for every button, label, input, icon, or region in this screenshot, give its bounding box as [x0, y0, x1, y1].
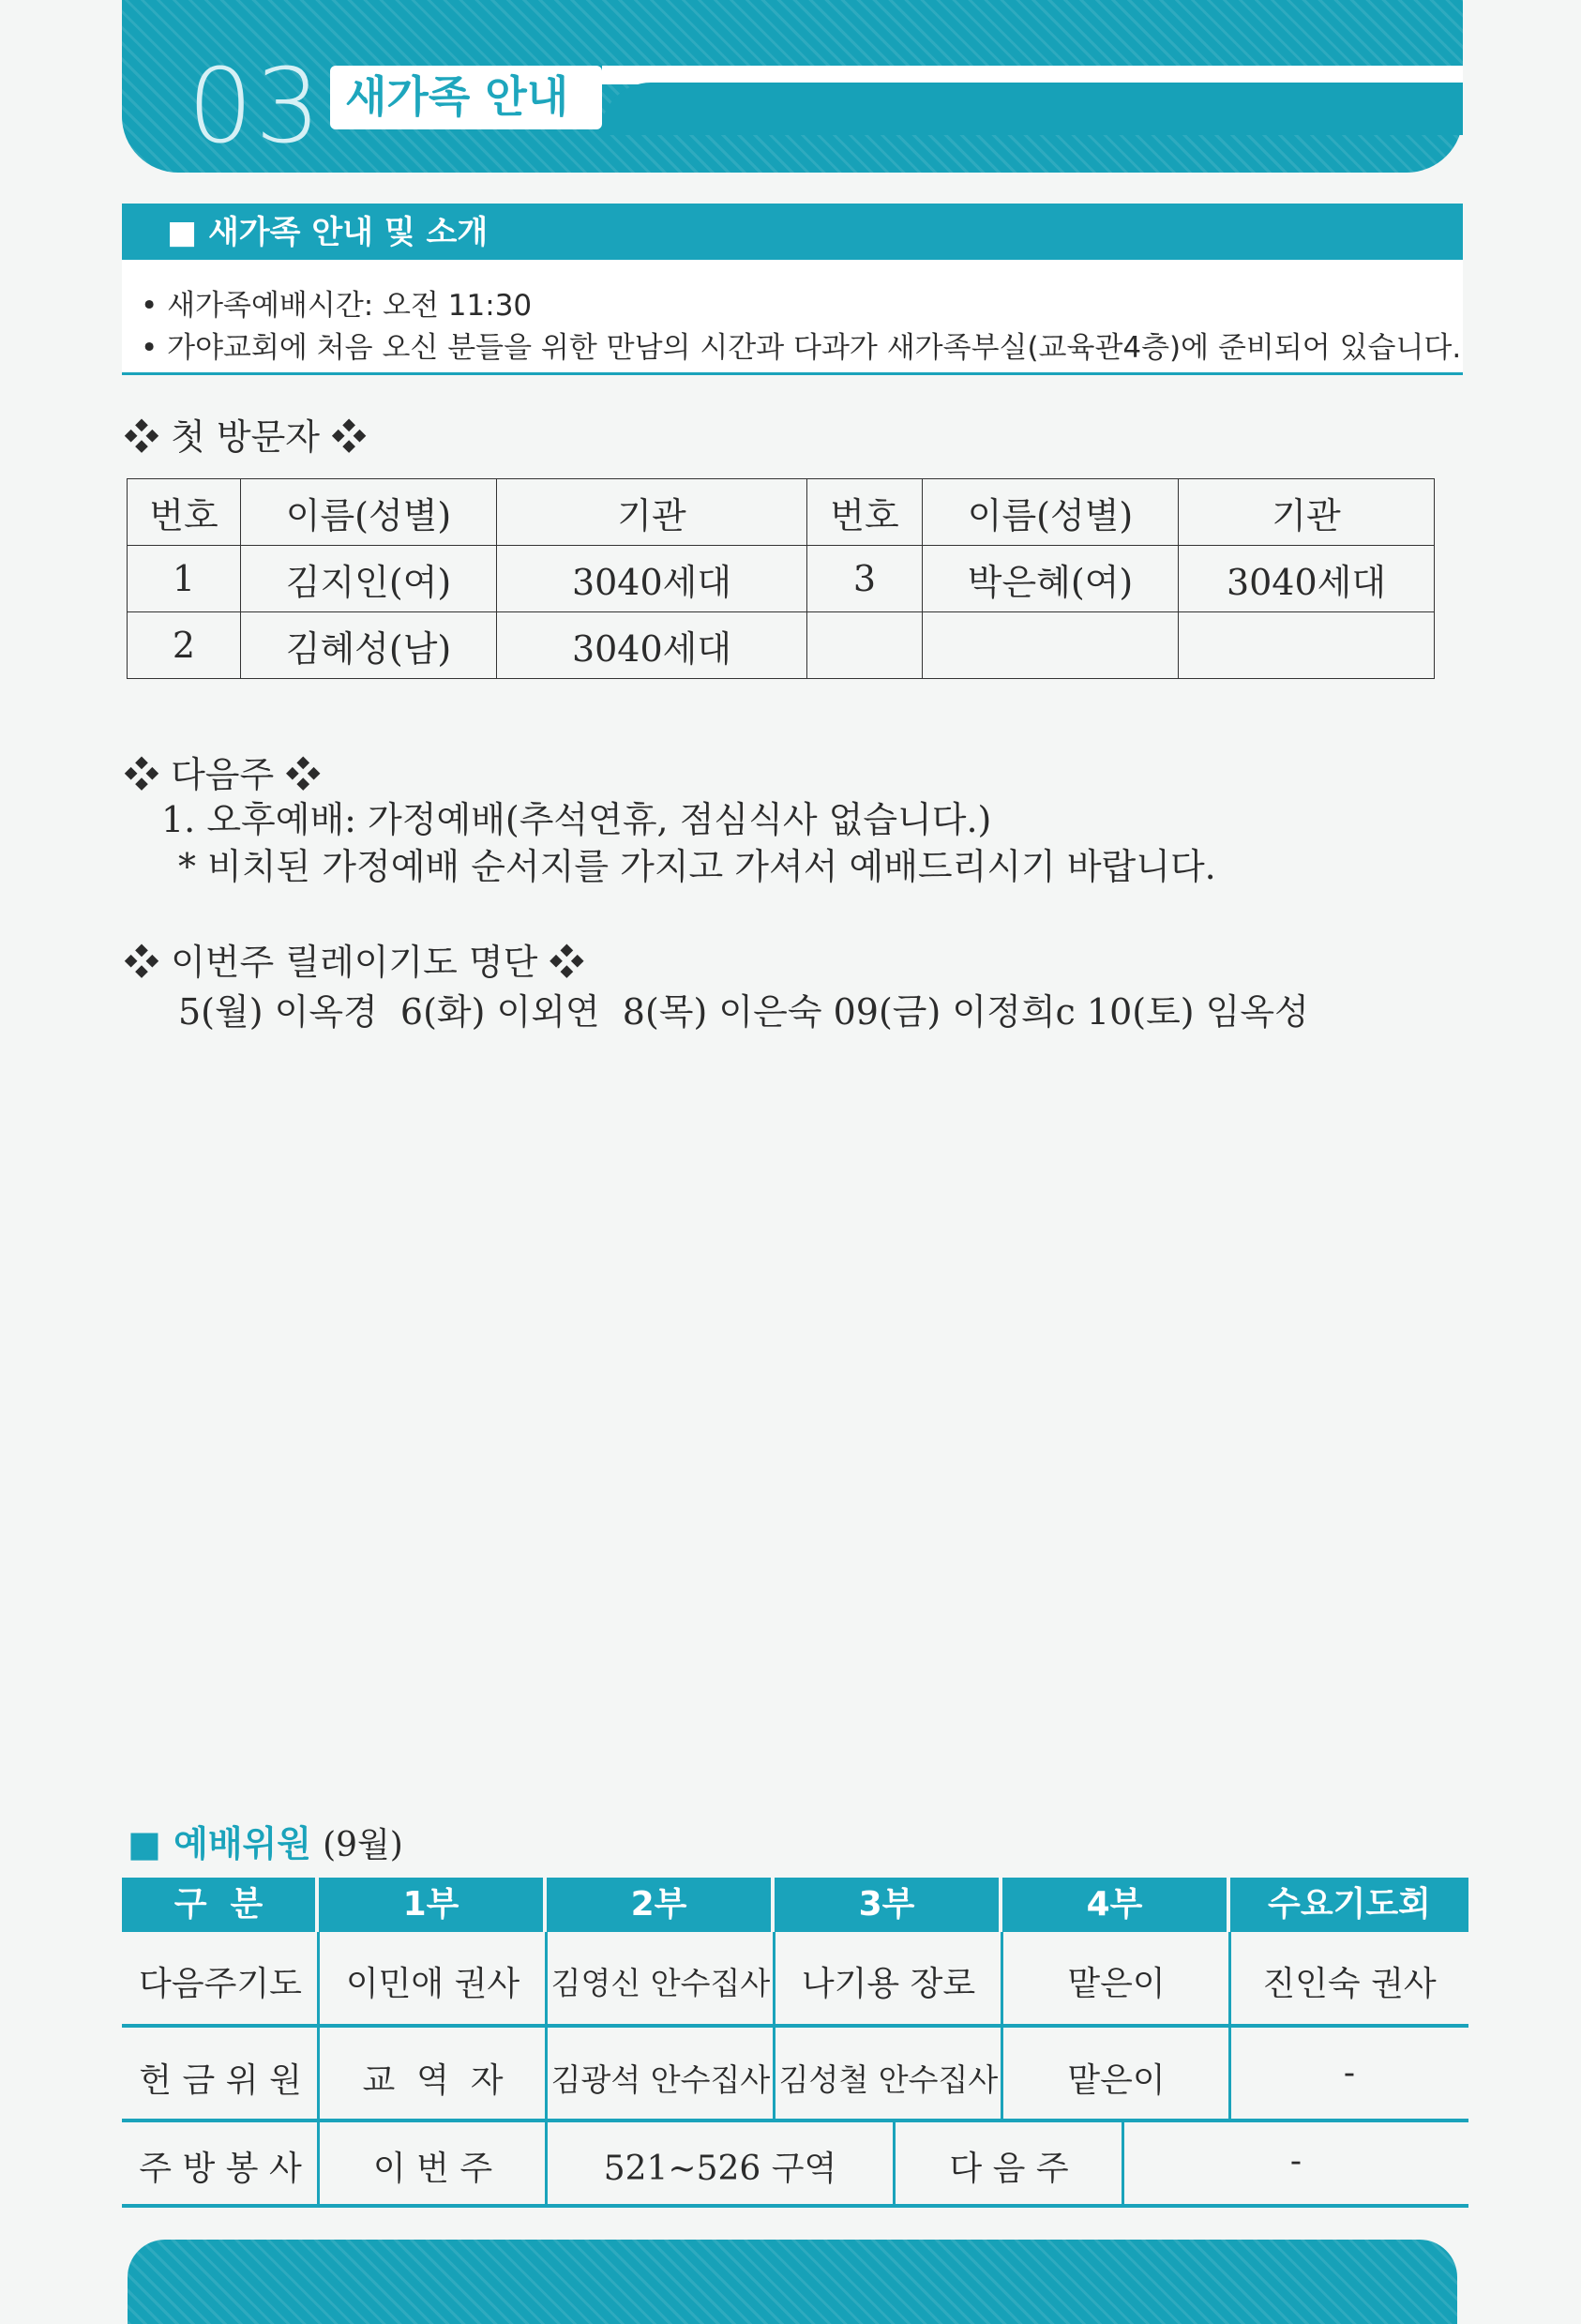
table-cell: 박은혜(여) [923, 546, 1179, 612]
table-cell: 김성철 안수집사 [778, 2061, 999, 2098]
table-cell [923, 612, 1179, 679]
table-cell: - [1343, 2054, 1356, 2092]
relay-prayer-heading: ❖ 이번주 릴레이기도 명단 ❖ [124, 942, 585, 983]
row-divider [122, 2119, 1468, 2122]
next-week-heading: ❖ 다음주 ❖ [124, 754, 322, 795]
info-line-time: • 새가족예배시간: 오전 11:30 [141, 289, 533, 323]
banner-divider [602, 66, 1463, 84]
header-cell: 3부 [775, 1878, 1002, 1932]
table-cell: 3040세대 [497, 546, 807, 612]
section-number: 03 [188, 46, 323, 166]
table-cell: 다 음 주 [949, 2150, 1069, 2188]
banner-curve [600, 83, 1463, 135]
table-cell: 김광석 안수집사 [550, 2061, 771, 2098]
row-divider [122, 2024, 1468, 2028]
header-cell: 1부 [319, 1878, 547, 1932]
table-cell: 3040세대 [1179, 546, 1435, 612]
table-cell: 521~526 구역 [603, 2150, 837, 2188]
table-cell: 나기용 장로 [801, 1965, 976, 2003]
table-cell: 3 [807, 546, 923, 612]
worship-committee-heading [128, 1815, 403, 1866]
table-cell: 김영신 안수집사 [550, 1965, 771, 2001]
header-cell: 4부 [1002, 1878, 1230, 1932]
table-cell: 3040세대 [497, 612, 807, 679]
worship-committee-title: ■ 예배위원 [128, 1823, 311, 1864]
section-title: ■ 새가족 안내 및 소개 [167, 214, 489, 251]
header-cell: 2부 [547, 1878, 775, 1932]
table-cell [1179, 612, 1435, 679]
header-cell: 수요기도회 [1268, 1885, 1431, 1924]
header-cell: 번호 [807, 479, 923, 546]
table-cell: 맡은이 [1067, 2061, 1166, 2100]
relay-prayer-list: 5(월) 이옥경 6(화) 이외연 8(목) 이은숙 09(금) 이정희c 10(토) 임옥성 [178, 991, 1309, 1033]
table-header-row [128, 479, 1435, 546]
table-cell: 김지인(여) [241, 546, 497, 612]
header-cell: 기관 [1179, 479, 1435, 546]
table-cell: 다음주기도 [139, 1965, 302, 2003]
table-cell: 진인숙 권사 [1262, 1965, 1437, 2003]
first-visitors-table [127, 478, 1435, 679]
info-line-welcome: • 가야교회에 처음 오신 분들을 위한 만남의 시간과 다과가 새가족부실(교육관4층)에 준비되어 있습니다. [141, 331, 1462, 365]
table-cell: 김혜성(남) [241, 612, 497, 679]
table-cell [807, 612, 923, 679]
worship-committee-month: (9월) [323, 1826, 403, 1864]
table-cell: 교 역 자 [362, 2061, 504, 2100]
header-cell: 기관 [497, 479, 807, 546]
table-cell: 이민애 권사 [345, 1965, 520, 2003]
table-cell: 헌 금 위 원 [139, 2061, 302, 2100]
page-title: 새가족 안내 [345, 71, 569, 122]
table-row [128, 546, 1435, 612]
table-cell: 이 번 주 [372, 2150, 493, 2188]
table-cell: 2 [128, 612, 241, 679]
table-row [128, 612, 1435, 679]
header-cell: 이름(성별) [241, 479, 497, 546]
first-visitors-heading: ❖ 첫 방문자 ❖ [124, 416, 368, 458]
header-cell: 이름(성별) [923, 479, 1179, 546]
next-week-line-2: * 비치된 가정예배 순서지를 가지고 가셔서 예배드리시기 바랍니다. [178, 846, 1216, 887]
table-cell: 맡은이 [1067, 1965, 1166, 2003]
header-cell: 구 분 [122, 1878, 319, 1932]
footer-banner [128, 2240, 1457, 2324]
table-cell: 주 방 봉 사 [139, 2150, 302, 2188]
row-divider [122, 2204, 1468, 2208]
table-cell: 1 [128, 546, 241, 612]
table-cell: - [1289, 2142, 1302, 2181]
header-cell: 번호 [128, 479, 241, 546]
next-week-line-1: 1. 오후예배: 가정예배(추석연휴, 점심식사 없습니다.) [161, 799, 992, 840]
